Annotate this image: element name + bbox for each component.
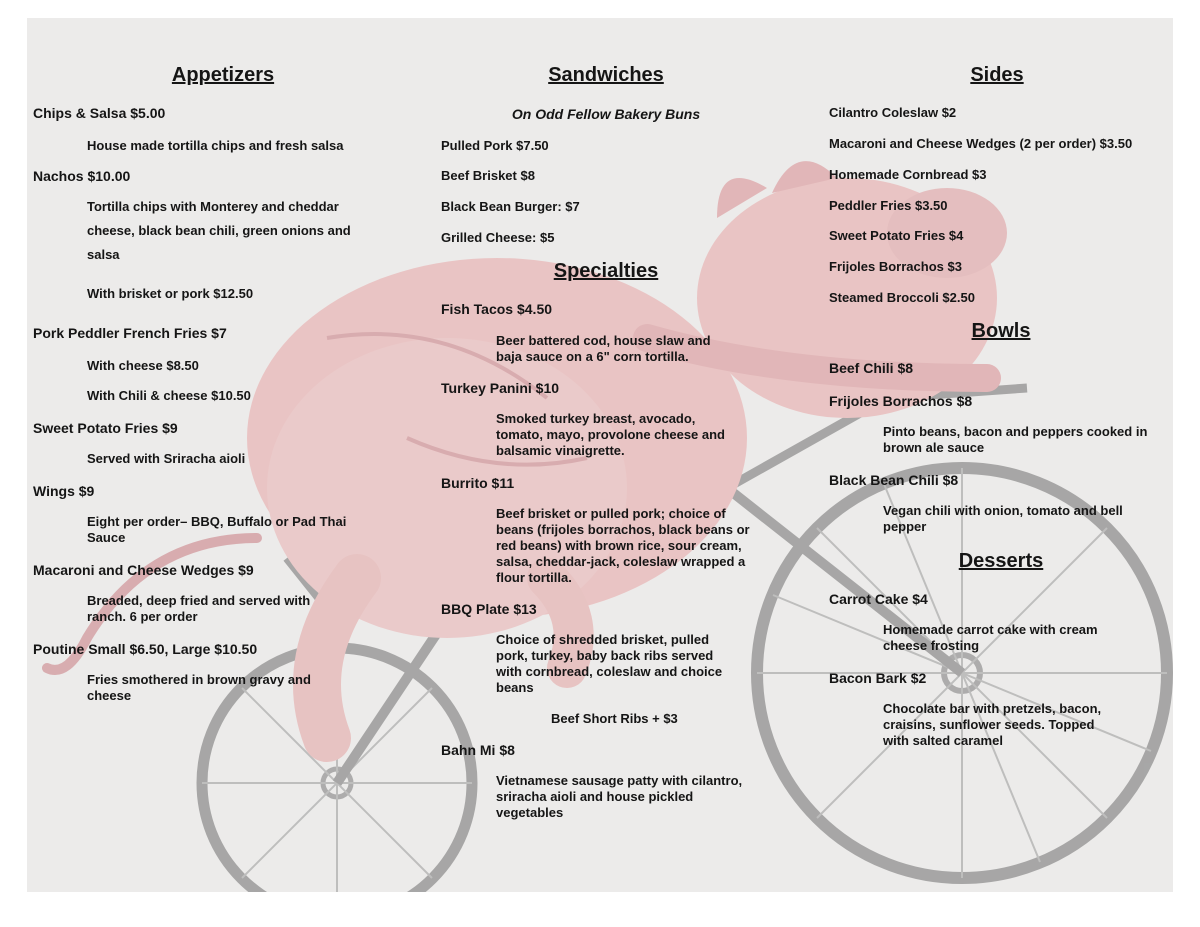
sweet-potato-fries-description: Served with Sriracha aioli [87,451,246,466]
fish-tacos-description: Beer battered cod, house slaw and baja sauce on a 6" corn tortilla. [496,333,711,364]
nachos-item: Nachos $10.00 [33,168,131,184]
bahn-mi-item: Bahn Mi $8 [441,742,515,758]
steamed-broccoli-item: Steamed Broccoli $2.50 [829,290,975,305]
pork-peddler-fries-item: Pork Peddler French Fries $7 [33,325,227,341]
nachos-description: Tortilla chips with Monterey and cheddar cheese, black bean chili, green onions and salsa [87,199,351,262]
mac-cheese-wedges-description: Breaded, deep fried and served with ranch. 6 per order [87,593,311,624]
turkey-panini-description: Smoked turkey breast, avocado, tomato, mayo, provolone cheese and balsamic vinaigrette. [496,411,725,458]
black-bean-chili-item: Black Bean Chili $8 [829,472,959,488]
beef-brisket-item: Beef Brisket $8 [441,168,535,183]
frijoles-borrachos-side-item: Frijoles Borrachos $3 [829,259,962,274]
chips-salsa-description: House made tortilla chips and fresh salsa [87,138,344,153]
cilantro-coleslaw-item: Cilantro Coleslaw $2 [829,105,957,120]
bacon-bark-description: Chocolate bar with pretzels, bacon, craisins, sunflower seeds. Topped with salted caramel [883,701,1102,748]
beef-chili-item: Beef Chili $8 [829,360,914,376]
frijoles-borrachos-bowl-item: Frijoles Borrachos $8 [829,393,973,409]
carrot-cake-description: Homemade carrot cake with cream cheese frosting [883,622,1098,653]
homemade-cornbread-item: Homemade Cornbread $3 [829,167,987,182]
poutine-description: Fries smothered in brown gravy and cheese [87,672,311,703]
sweet-potato-fries-item: Sweet Potato Fries $9 [33,420,178,436]
bbq-plate-description: Choice of shredded brisket, pulled pork, turkey, baby back ribs served with cornbread, coleslaw and choice beans [496,632,723,695]
bahn-mi-description: Vietnamese sausage patty with cilantro, sriracha aioli and house pickled vegetables [496,773,743,820]
carrot-cake-item: Carrot Cake $4 [829,591,928,607]
specialties-heading: Specialties [553,260,659,282]
wings-item: Wings $9 [33,483,95,499]
frijoles-borrachos-bowl-description: Pinto beans, bacon and peppers cooked in brown ale sauce [883,424,1148,455]
turkey-panini-item: Turkey Panini $10 [441,380,560,396]
burrito-item: Burrito $11 [441,475,515,491]
wings-description: Eight per order– BBQ, Buffalo or Pad Thai Sauce [87,514,347,545]
grilled-cheese-item: Grilled Cheese: $5 [441,230,555,245]
mac-cheese-wedges-item: Macaroni and Cheese Wedges $9 [33,562,254,578]
bacon-bark-item: Bacon Bark $2 [829,670,927,686]
menu-page [27,18,1173,892]
black-bean-chili-description: Vegan chili with onion, tomato and bell pepper [883,503,1123,534]
sandwiches-subtitle: On Odd Fellow Bakery Buns [511,106,701,122]
black-bean-burger-item: Black Bean Burger: $7 [441,199,580,214]
burrito-description: Beef brisket or pulled pork; choice of beans (frijoles borrachos, black beans or red beans) with brown rice, sour cream, salsa, cheddar-jack, coleslaw wrapped a flour tortilla. [496,506,750,585]
mac-cheese-wedges-side-item: Macaroni and Cheese Wedges (2 per order) $3.50 [829,136,1133,151]
beef-short-ribs-option: Beef Short Ribs + $3 [551,711,678,726]
poutine-item: Poutine Small $6.50, Large $10.50 [33,641,258,657]
sandwiches-heading: Sandwiches [548,64,664,86]
bowls-heading: Bowls [971,320,1031,342]
chips-salsa-item: Chips & Salsa $5.00 [33,105,166,121]
sides-heading: Sides [970,64,1024,86]
fries-cheese-option: With cheese $8.50 [87,358,199,373]
bbq-plate-item: BBQ Plate $13 [441,601,537,617]
desserts-heading: Desserts [958,550,1044,572]
fries-chili-cheese-option: With Chili & cheese $10.50 [87,388,251,403]
fish-tacos-item: Fish Tacos $4.50 [441,301,553,317]
appetizers-heading: Appetizers [171,64,275,86]
peddler-fries-item: Peddler Fries $3.50 [829,198,948,213]
pulled-pork-item: Pulled Pork $7.50 [441,138,549,153]
sweet-potato-fries-side-item: Sweet Potato Fries $4 [829,228,964,243]
nachos-option: With brisket or pork $12.50 [87,286,254,301]
